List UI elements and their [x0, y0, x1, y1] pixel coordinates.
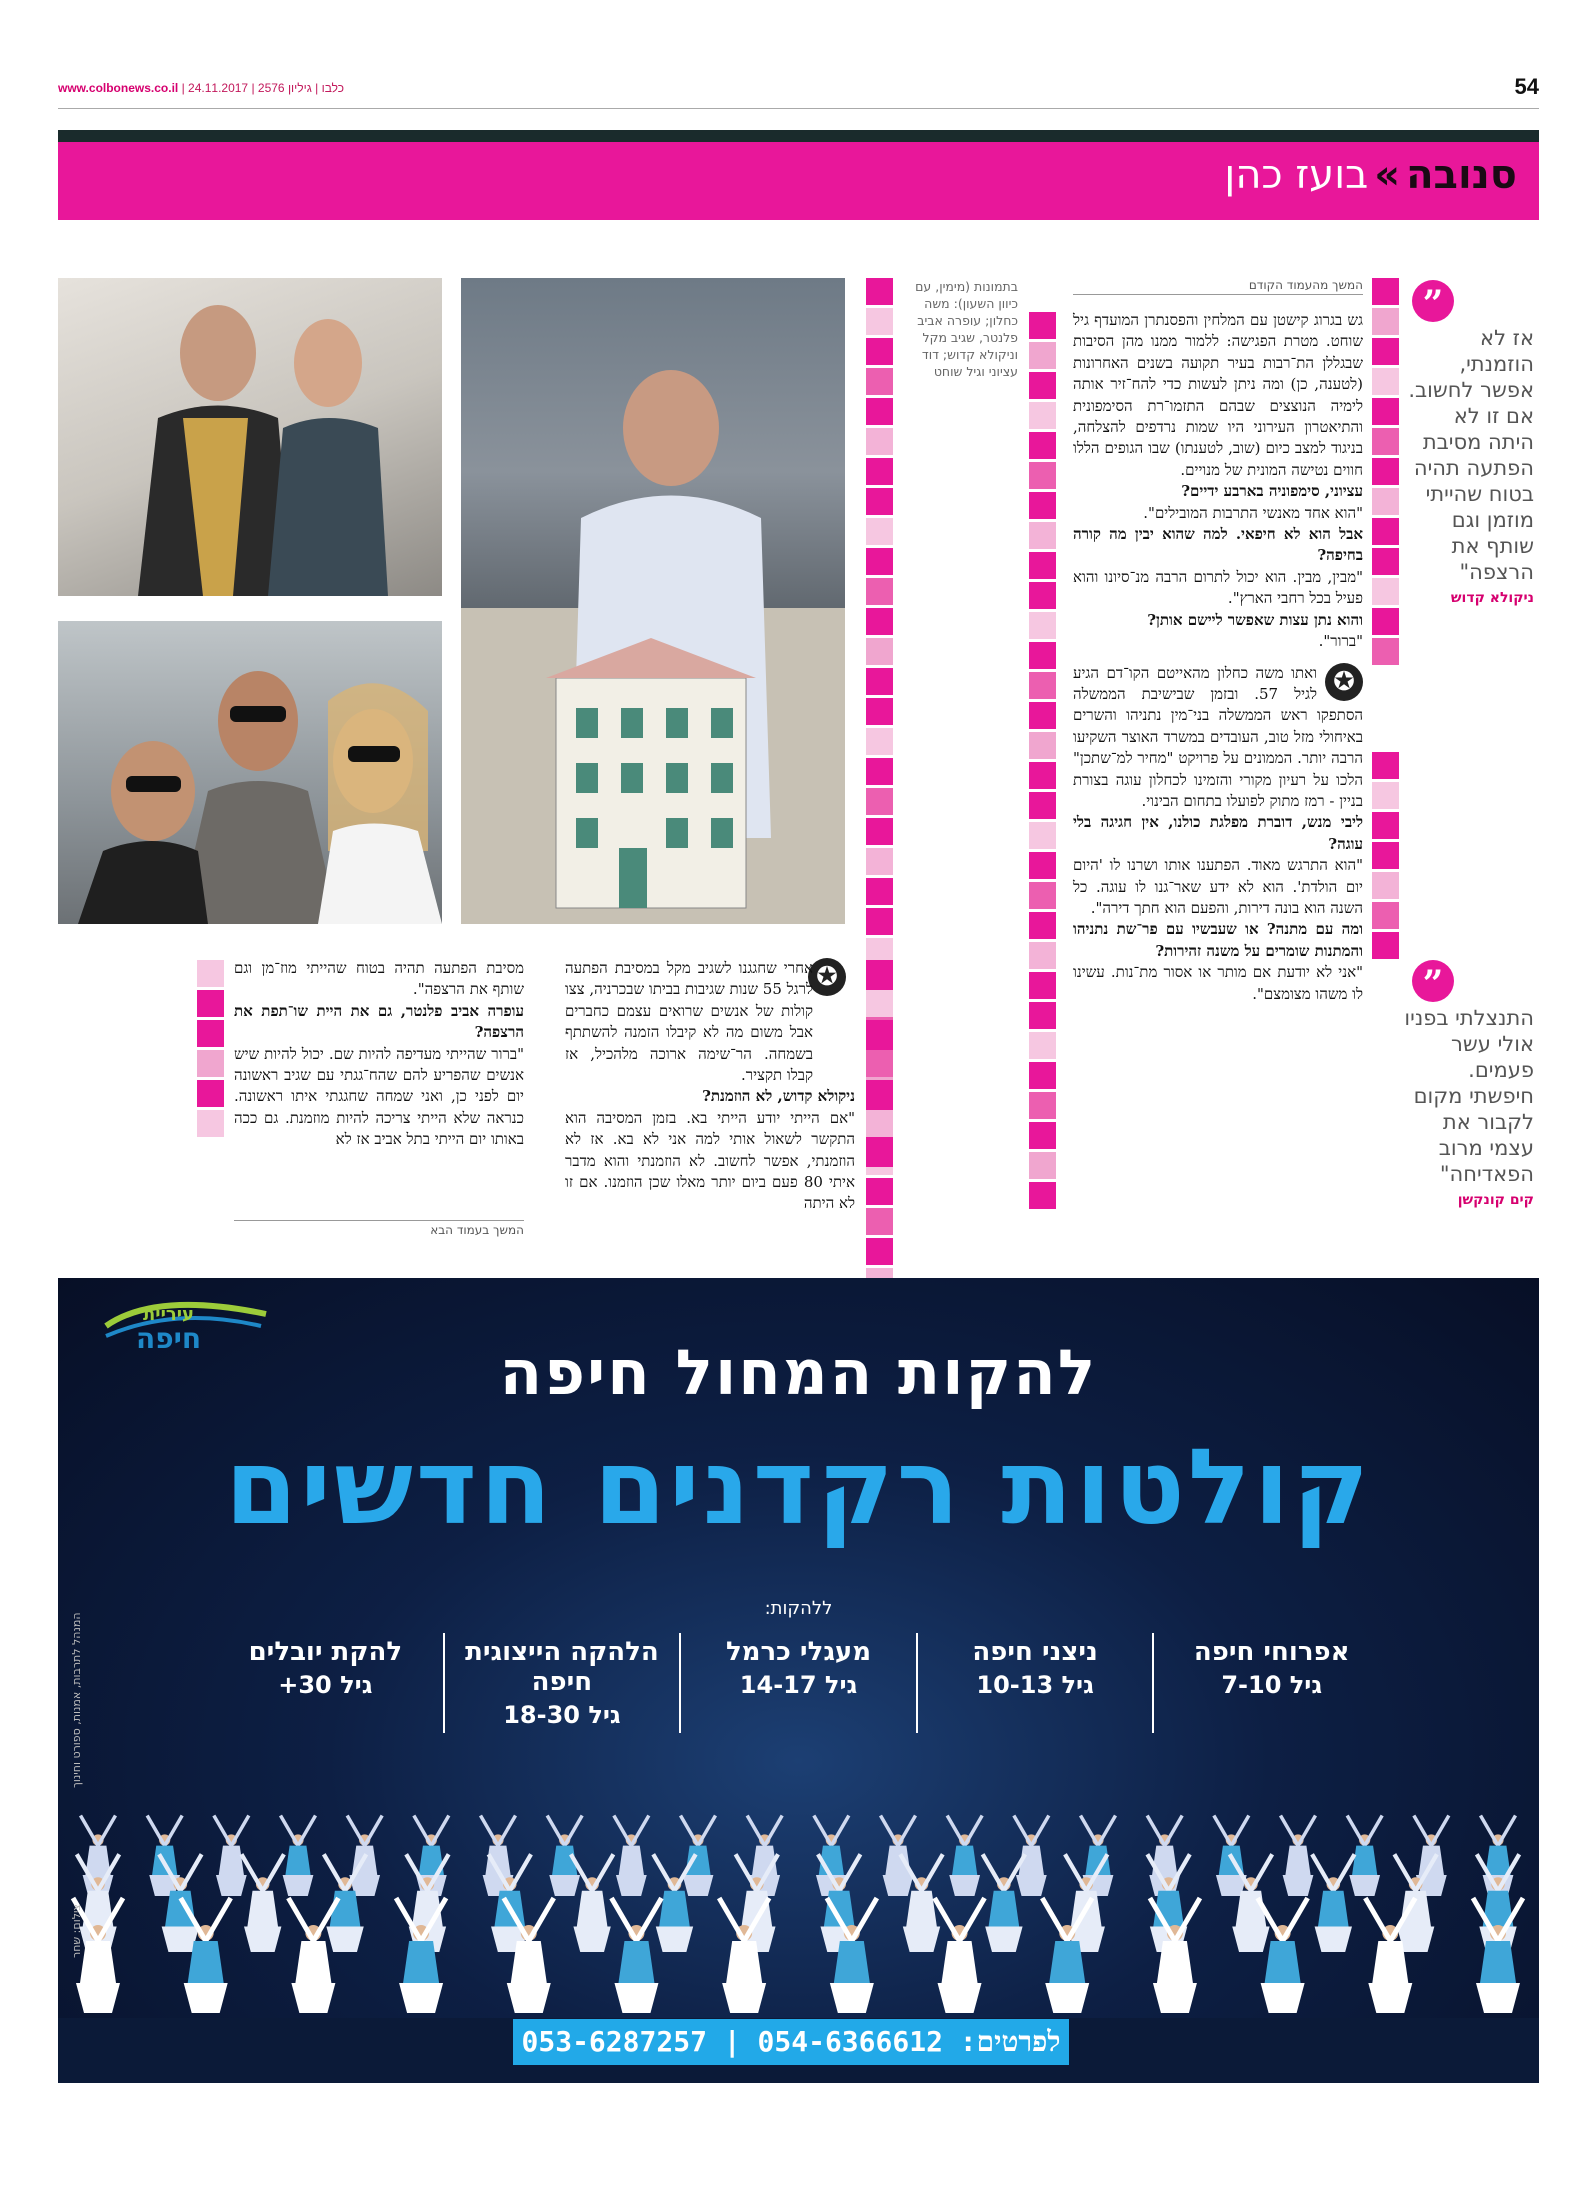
- answer: "הוא אחד מאנשי התרבות המובילים".: [1143, 503, 1363, 522]
- dancer-figure: [1312, 1854, 1355, 1952]
- dancer-figure: [881, 1816, 916, 1897]
- article-column-2: [565, 958, 855, 1215]
- header-divider: [58, 108, 1539, 109]
- troupe-item: [443, 1633, 680, 1733]
- site-url[interactable]: www.colbonews.co.il: [58, 81, 179, 95]
- troupe-age: גיל 18-30: [503, 1701, 621, 1729]
- dancer-figure: [614, 1816, 649, 1897]
- troupe-age: גיל 7-10: [1221, 1671, 1323, 1699]
- troupe-item: [679, 1633, 916, 1733]
- dancer-figure: [1365, 1898, 1415, 2013]
- author-name: בועז כהן: [1224, 152, 1369, 198]
- dancer-figure: [1042, 1898, 1092, 2013]
- dancer-figure: [241, 1854, 283, 1952]
- paragraph: גש בגרוג קישטן עם המלחין והפסנתרן המועדף גיל שוחט. מטרת הפגישה: ללמור ממנו מהן הסיבות שבגללן הת־רבות בעיר תקועה בשנים האחרונות (לטענה, כן) ומה ניתן לעשות כדי להח־זיר אותה לימיה הנוצצים שבהם התזמו־רת הסימפונית והתיאטרון העירוני היו שמות נרדפים להצלחה, בניגוד למצב כיום (שוב, לטענתו) שבו הגופים הללו חווים נטישה המונית של מנויים.: [1073, 311, 1363, 479]
- ad-headline: קולטות רקדנים חדשים: [225, 1426, 1372, 1548]
- chevron-icon: »: [1374, 152, 1401, 198]
- troupe-item: [916, 1633, 1153, 1733]
- site-header: www.colbonews.co.il | כלבו | גיליון 2576 | 24.11.2017: [58, 81, 345, 95]
- star-icon-2: ✪: [808, 958, 846, 996]
- question: ומה עם מתנה? או שעבשיו עם פר־שת נתניהו והמתנות שומרים על משנה זהירות?: [1073, 920, 1363, 960]
- ad-side-credit: המנהל לתרבות, אמנות, ספורט וחינוך: [70, 1612, 83, 1788]
- article-column-1: [1073, 310, 1363, 1005]
- photo-caption: בתמונות (מימין, עם כיוון השעון): משה כחלון; עופרה אביב פלנטר, שגיב מקל וניקולא קדוש; דוד עציוני וגיל שוחט: [915, 279, 1018, 379]
- dancer-figure: [159, 1854, 202, 1952]
- quote-mark-icon-2: ”: [1412, 960, 1454, 1002]
- dancer-figure: [281, 1816, 316, 1897]
- question: ניקולא קדוש, לא הוזמנת?: [702, 1087, 855, 1106]
- dancer-figure: [1281, 1816, 1316, 1897]
- ad-title: להקות המחול חיפה: [499, 1336, 1098, 1409]
- pink-swatch-strip-col1: [1029, 312, 1056, 1212]
- question: עופרה אביב פלנטר, גם את היית שו־תפת את הרצפה?: [234, 1001, 524, 1042]
- issue-info: כלבו | גיליון 2576 | 24.11.2017: [188, 81, 345, 95]
- dancer-figure: [504, 1898, 554, 2013]
- answer: "ברור".: [1318, 632, 1363, 651]
- column-kicker: [1224, 152, 1517, 198]
- troupe-name: ניצני חיפה: [972, 1637, 1098, 1667]
- contact-phones[interactable]: לפרטים: 054-6366612 | 053-6287257: [513, 2019, 1069, 2065]
- paragraph: ואתו משה כחלון מהאייטם הקו־דם הגיע לגיל 57. ובזמן שבישיבת הממשלה הסתפקו ראש הממשלה בני־מין נתניהו והשרים באיחולי מזל טוב, העובדים במשרד האוצר השקיעו הרבה יותר. הממונים על פרויקט "מחיר למ־שתכן" הלכו על רעיון מקורי והזמינו לכחלון עוגה בצורת בניין - רמז מתוק לפועלו בתחום הבינוי.: [1073, 663, 1363, 810]
- photo-kahlon-cake: [461, 278, 845, 924]
- dancer-figure: [547, 1816, 582, 1897]
- pull-quote-2: [1404, 1005, 1534, 1213]
- answer: "ברור שהייתי מעדיפה להיות שם. יכול להיות שיש אנשים שהפריע להם שהח־גגתי עם שגיב ראשונה יום לפני כן, ואני שמחה שחגגתי איתו ראשונה. כנראה שלא הייתי צריכה להיות מוזמנת. גם ככה באותו יום הייתי בתל אביב אז לא: [234, 1044, 524, 1149]
- continued-next-note: המשך בעמוד הבא: [234, 1220, 524, 1237]
- dancer-figure: [611, 1898, 661, 2013]
- dancer-figure: [1394, 1854, 1437, 1952]
- haifa-dance-ad: [58, 1278, 1539, 2083]
- answer: "הוא התרגש מאוד. הפתענו אותו ושרנו לו 'היום יום הולדת'. הוא לא ידע שאר־גנו לו עוגה. כל השנה הוא בונה דירות, והפעם הוא חתך דירה".: [1073, 856, 1363, 917]
- pull-quote-2-attribution: קים קונקשן: [1457, 1192, 1534, 1208]
- photo-group-selfie: [58, 621, 442, 924]
- star-icon: ✪: [1325, 663, 1363, 701]
- paragraph: מסיבת הפתעה תהיה בטוח שהייתי מוז־מן וגם שותף את הרצפה".: [234, 959, 524, 999]
- logo-municipality-word: עיריית: [143, 1304, 195, 1325]
- paragraph: אחרי שחגגנו לשגיב מקל במסיבת הפתעה לרגל 55 שנות שגיבות בביתו שבכרניה, צצו קולות של אנשים שרואים עצמם כחברים אבל משום מה לא קיבלו הזמנה להשתתף בשמחה. הר־שימה ארוכה מלהכיל, אז קבלו תקציר.: [565, 959, 814, 1085]
- troupe-age: גיל 14-17: [739, 1671, 858, 1699]
- question: אבל הוא לא חיפאי. למה שהוא יבין מה קורה בחיפה?: [1073, 525, 1363, 565]
- dancer-figure: [1258, 1898, 1308, 2013]
- question: ליבי מנש, דוברת מפלגת כולנו, אין חגיגה בלי עוגה?: [1073, 813, 1363, 853]
- dancer-figure: [935, 1898, 985, 2013]
- dancer-figure: [181, 1898, 231, 2013]
- pink-swatch-strip-right: [1372, 278, 1399, 668]
- pull-quote-2-text: התנצלתי בפניו אולי עשר פעמים. חיפשתי מקום לקבור את עצמי מרוב הפאדיחה": [1404, 1006, 1534, 1186]
- troupe-item: [208, 1633, 443, 1733]
- answer: "אם הייתי יודע הייתי בא. בזמן המסיבה הוא התקשר לשאול אותי למה אני לא בא. אז לא הוזמנתי, אפשר לחשוב. לא הוזמנתי והוא מדבר איתי 80 פעם ביום יותר מאלו שכן הוזמנו. אם זו לא היתה: [565, 1108, 855, 1213]
- pink-swatch-strip-left: [197, 960, 224, 1140]
- pink-swatch-strip-col3: [866, 960, 893, 1170]
- pull-quote-1: [1404, 325, 1534, 611]
- dancer-figure: [288, 1898, 338, 2013]
- article-column-3: [234, 958, 524, 1151]
- section-name: סנובה: [1406, 152, 1517, 198]
- logo-city-name: חיפה: [136, 1322, 202, 1355]
- troupe-name: הלהקה הייצוגית חיפה: [465, 1637, 659, 1697]
- troupe-age: גיל 10-13: [976, 1671, 1094, 1699]
- troupe-list: [208, 1633, 1389, 1733]
- troupe-age: גיל 30+: [278, 1671, 373, 1699]
- pull-quote-1-text: אז לא הוזמנתי, אפשר לחשוב. אם זו לא היתה מסיבת הפתעה תהיה בטוח שהייתי מוזמן וגם שותף את הרצפה": [1408, 326, 1534, 584]
- ad-photo-credit: צילום: שחר: [70, 1904, 83, 1958]
- question: עציוני, סימפוניה בארבע ידיים?: [1181, 482, 1363, 501]
- photo-men-tallit: [58, 278, 442, 596]
- continued-from-note: המשך מהעמוד הקודם: [1073, 278, 1363, 295]
- answer: "אני לא יודעת אם מותר או אסור מת־נות. עשינו לו משהו מצומצם".: [1073, 963, 1363, 1003]
- troupe-name: אפרוחי חיפה: [1193, 1637, 1350, 1667]
- quote-mark-icon: ”: [1412, 280, 1454, 322]
- dancer-figure: [1230, 1854, 1273, 1952]
- page-number: 54: [1514, 74, 1539, 99]
- pull-quote-1-attribution: ניקולא קדוש: [1450, 590, 1534, 606]
- dancer-figure: [947, 1816, 982, 1897]
- dancer-figure: [1014, 1816, 1049, 1897]
- ad-subtitle: ללהקות:: [764, 1598, 833, 1619]
- dancer-figure: [681, 1816, 716, 1897]
- pink-swatch-strip-right-2: [1372, 752, 1399, 962]
- dancer-figure: [324, 1854, 367, 1952]
- troupe-name: להקת יובלים: [248, 1637, 403, 1667]
- question: והוא נתן עצות שאפשר ליישם אותן?: [1147, 610, 1363, 629]
- answer: "מבין, מבין. הוא יכול לתרום הרבה מנ־סיונו והוא פעיל בכל רחבי הארץ".: [1073, 567, 1363, 608]
- troupe-item: [1152, 1633, 1389, 1733]
- troupe-name: מעגלי כרמל: [725, 1637, 872, 1667]
- dancer-figure: [983, 1854, 1026, 1952]
- section-top-bar: [58, 130, 1539, 142]
- dancer-figure: [571, 1854, 614, 1952]
